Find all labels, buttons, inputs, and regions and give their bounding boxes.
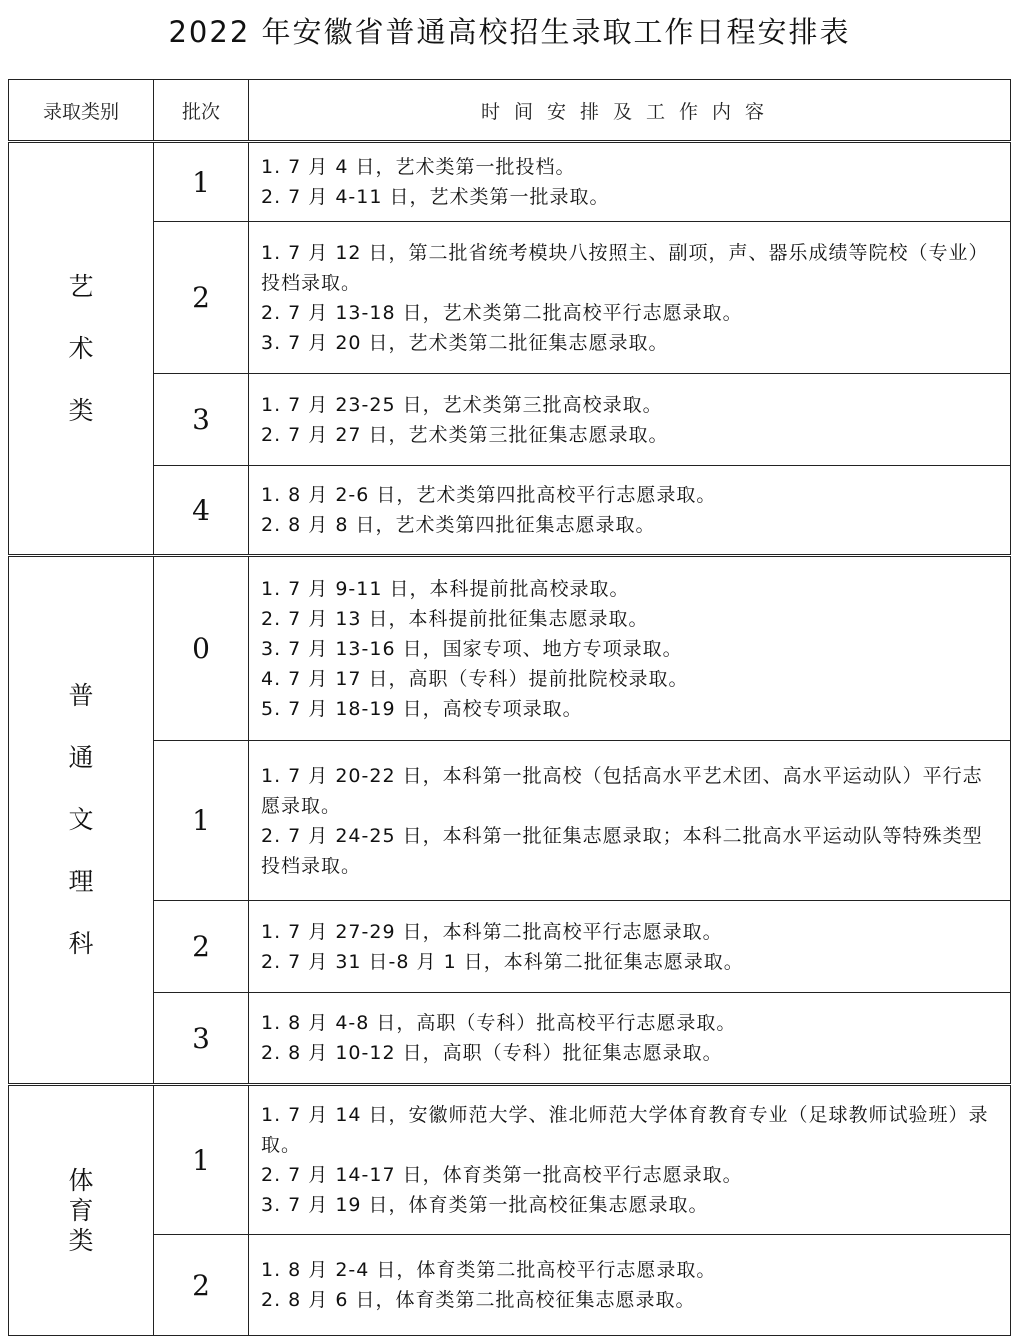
table-row bbox=[9, 1235, 1011, 1336]
batch-cell: 2 bbox=[154, 222, 249, 374]
schedule-item: 1. 7 月 20-22 日，本科第一批高校（包括高水平艺术团、高水平运动队）平行志愿录取。 bbox=[261, 764, 983, 817]
header-batch: 批次 bbox=[154, 80, 249, 142]
schedule-item: 1. 8 月 4-8 日，高职（专科）批高校平行志愿录取。 bbox=[261, 1012, 737, 1034]
table-row bbox=[9, 993, 1011, 1085]
category-cell: 普通文理科 bbox=[9, 556, 154, 1085]
content-cell bbox=[249, 901, 1011, 993]
schedule-item: 1. 7 月 23-25 日，艺术类第三批高校录取。 bbox=[261, 393, 663, 416]
schedule-item: 2. 8 月 6 日，体育类第二批高校征集志愿录取。 bbox=[261, 1289, 696, 1311]
schedule-item: 2. 7 月 13 日，本科提前批征集志愿录取。 bbox=[261, 607, 649, 630]
content-cell bbox=[249, 993, 1011, 1085]
content-cell bbox=[249, 142, 1011, 222]
schedule-item: 5. 7 月 18-19 日，高校专项录取。 bbox=[261, 697, 583, 720]
batch-cell: 1 bbox=[154, 1085, 249, 1235]
schedule-item: 2. 8 月 8 日，艺术类第四批征集志愿录取。 bbox=[261, 514, 656, 536]
schedule-item: 2. 7 月 13-18 日，艺术类第二批高校平行志愿录取。 bbox=[261, 301, 743, 324]
table-row bbox=[9, 222, 1011, 374]
schedule-item: 1. 7 月 4 日，艺术类第一批投档。 bbox=[261, 156, 576, 178]
batch-cell: 0 bbox=[154, 556, 249, 741]
schedule-item: 2. 7 月 27 日，艺术类第三批征集志愿录取。 bbox=[261, 423, 669, 446]
table-row bbox=[9, 741, 1011, 901]
batch-cell: 4 bbox=[154, 466, 249, 556]
batch-cell: 3 bbox=[154, 993, 249, 1085]
schedule-item: 1. 8 月 2-6 日，艺术类第四批高校平行志愿录取。 bbox=[261, 484, 717, 506]
schedule-item: 2. 8 月 10-12 日，高职（专科）批征集志愿录取。 bbox=[261, 1042, 723, 1064]
batch-cell: 2 bbox=[154, 901, 249, 993]
schedule-item: 1. 7 月 12 日，第二批省统考模块八按照主、副项，声、器乐成绩等院校（专业）投档录取。 bbox=[261, 241, 989, 294]
schedule-item: 2. 7 月 14-17 日，体育类第一批高校平行志愿录取。 bbox=[261, 1164, 743, 1186]
schedule-item: 3. 7 月 19 日，体育类第一批高校征集志愿录取。 bbox=[261, 1194, 709, 1216]
table-row bbox=[9, 142, 1011, 222]
header-category: 录取类别 bbox=[9, 80, 154, 142]
content-cell bbox=[249, 1085, 1011, 1235]
content-cell bbox=[249, 1235, 1011, 1336]
schedule-item: 1. 8 月 2-4 日，体育类第二批高校平行志愿录取。 bbox=[261, 1259, 717, 1281]
content-cell bbox=[249, 466, 1011, 556]
content-cell bbox=[249, 556, 1011, 741]
schedule-item: 4. 7 月 17 日，高职（专科）提前批院校录取。 bbox=[261, 667, 689, 690]
schedule-item: 1. 7 月 9-11 日，本科提前批高校录取。 bbox=[261, 577, 630, 600]
batch-cell: 1 bbox=[154, 741, 249, 901]
schedule-item: 3. 7 月 20 日，艺术类第二批征集志愿录取。 bbox=[261, 331, 669, 354]
batch-cell: 3 bbox=[154, 374, 249, 466]
table-row bbox=[9, 1085, 1011, 1235]
header-content: 时间安排及工作内容 bbox=[249, 80, 1011, 142]
category-cell: 艺术类 bbox=[9, 142, 154, 556]
schedule-item: 2. 7 月 24-25 日，本科第一批征集志愿录取；本科二批高水平运动队等特殊类型投档录取。 bbox=[261, 824, 983, 877]
schedule-item: 2. 7 月 31 日-8 月 1 日，本科第二批征集志愿录取。 bbox=[261, 950, 744, 973]
schedule-table bbox=[8, 79, 1011, 1336]
table-row bbox=[9, 374, 1011, 466]
schedule-item: 2. 7 月 4-11 日，艺术类第一批录取。 bbox=[261, 186, 610, 208]
schedule-item: 3. 7 月 13-16 日，国家专项、地方专项录取。 bbox=[261, 637, 683, 660]
category-cell: 体育类 bbox=[9, 1085, 154, 1336]
content-cell bbox=[249, 222, 1011, 374]
table-row bbox=[9, 901, 1011, 993]
table-row bbox=[9, 556, 1011, 741]
batch-cell: 1 bbox=[154, 142, 249, 222]
content-cell bbox=[249, 374, 1011, 466]
table-row bbox=[9, 466, 1011, 556]
content-cell bbox=[249, 741, 1011, 901]
batch-cell: 2 bbox=[154, 1235, 249, 1336]
page-title: 2022 年安徽省普通高校招生录取工作日程安排表 bbox=[168, 15, 851, 49]
schedule-item: 1. 7 月 27-29 日，本科第二批高校平行志愿录取。 bbox=[261, 920, 723, 943]
header-row bbox=[9, 80, 1011, 142]
schedule-item: 1. 7 月 14 日，安徽师范大学、淮北师范大学体育教育专业（足球教师试验班）录取。 bbox=[261, 1104, 989, 1156]
